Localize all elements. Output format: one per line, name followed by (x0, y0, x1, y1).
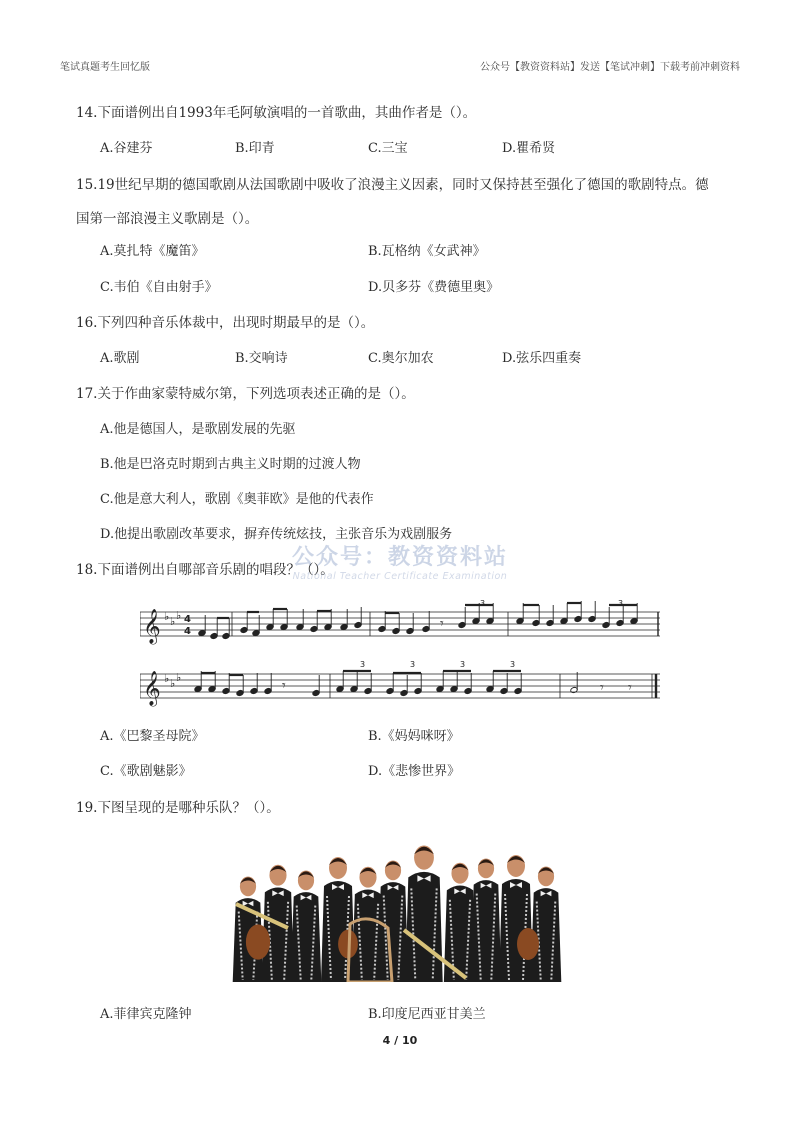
rest-symbol: 𝄾 (628, 680, 632, 696)
q15-option-c: C.韦伯《自由射手》 (100, 280, 218, 295)
q14-option-c: C.三宝 (368, 141, 408, 156)
triplet-mark: 3 (618, 599, 624, 608)
q17-option-b: B.他是巴洛克时期到古典主义时期的过渡人物 (100, 457, 361, 472)
question-17-stem: 17.关于作曲家蒙特威尔第，下列选项表述正确的是（）。 (76, 386, 415, 402)
triplet-mark: 3 (360, 660, 366, 669)
q18-option-b: B.《妈妈咪呀》 (368, 729, 460, 744)
q15-option-a: A.莫扎特《魔笛》 (100, 244, 205, 259)
q14-option-d: D.瞿希贤 (502, 141, 556, 156)
header-left-text: 笔试真题考生回忆版 (60, 62, 150, 73)
q17-option-a: A.他是德国人，是歌剧发展的先驱 (100, 422, 296, 437)
watermark-sub-text: National Teacher Certificate Examination (292, 571, 508, 582)
music-score-line-1 (140, 598, 660, 648)
guitar-icon (246, 924, 270, 959)
q15-option-b: B.瓦格纳《女武神》 (368, 244, 486, 259)
treble-clef-icon: 𝄞 (143, 609, 161, 644)
triplet-mark: 3 (480, 599, 486, 608)
q14-option-a: A.谷建芬 (100, 141, 153, 156)
triplet-mark: 3 (460, 660, 466, 669)
time-signature-top: 4 (184, 614, 191, 625)
rest-symbol: 𝄾 (600, 680, 604, 696)
q16-option-a: A.歌剧 (100, 351, 140, 366)
svg-text:♭: ♭ (170, 615, 176, 628)
page-number: 4 / 10 (382, 1034, 418, 1047)
q16-option-c: C.奥尔加农 (368, 351, 434, 366)
rest-symbol: 𝄾 (440, 616, 444, 632)
triplet-mark: 3 (510, 660, 516, 669)
q16-option-d: D.弦乐四重奏 (502, 351, 582, 366)
question-14-stem: 14.下面谱例出自1993年毛阿敏演唱的一首歌曲，其曲作者是（）。 (76, 105, 477, 121)
page-header (60, 58, 740, 72)
q19-option-a: A.菲律宾克隆钟 (100, 1007, 192, 1022)
question-15-stem-line2: 国第一部浪漫主义歌剧是（）。 (76, 211, 259, 227)
q18-option-d: D.《悲惨世界》 (368, 764, 461, 779)
guitar-icon (517, 928, 539, 960)
q19-option-b: B.印度尼西亚甘美兰 (368, 1007, 486, 1022)
time-signature-bottom: 4 (184, 626, 191, 637)
svg-text:♭: ♭ (176, 609, 182, 622)
treble-clef-icon: 𝄞 (143, 671, 161, 706)
q15-option-d: D.贝多芬《费德里奥》 (368, 280, 500, 295)
watermark-main-text: 公众号：教资资料站 (291, 545, 508, 570)
q14-option-b: B.印青 (235, 141, 275, 156)
music-score-line-2 (140, 658, 660, 710)
q18-option-a: A.《巴黎圣母院》 (100, 729, 205, 744)
q17-option-d: D.他提出歌剧改革要求，摒弃传统炫技，主张音乐为戏剧服务 (100, 527, 453, 542)
question-19-stem: 19.下图呈现的是哪种乐队？（）。 (76, 800, 280, 816)
question-18-stem: 18.下面谱例出自哪部音乐剧的唱段？（）。 (76, 562, 334, 578)
header-right-text: 公众号【教资资料站】发送【笔试冲刺】下载考前冲刺资料 (480, 62, 740, 73)
question-15-stem-line1: 15.19世纪早期的德国歌剧从法国歌剧中吸收了浪漫主义因素，同时又保持甚至强化了德国的歌剧特点。德 (76, 177, 709, 193)
svg-text:♭: ♭ (164, 672, 170, 685)
svg-text:♭: ♭ (164, 610, 170, 623)
q17-option-c: C.他是意大利人，歌剧《奥菲欧》是他的代表作 (100, 492, 374, 507)
rest-symbol: 𝄾 (282, 678, 286, 694)
triplet-mark: 3 (410, 660, 416, 669)
svg-text:♭: ♭ (170, 677, 176, 690)
q16-option-b: B.交响诗 (235, 351, 288, 366)
mariachi-band-photo (228, 832, 568, 982)
q18-option-c: C.《歌剧魅影》 (100, 764, 192, 779)
question-16-stem: 16.下列四种音乐体裁中，出现时期最早的是（）。 (76, 315, 375, 331)
svg-text:♭: ♭ (176, 671, 182, 684)
